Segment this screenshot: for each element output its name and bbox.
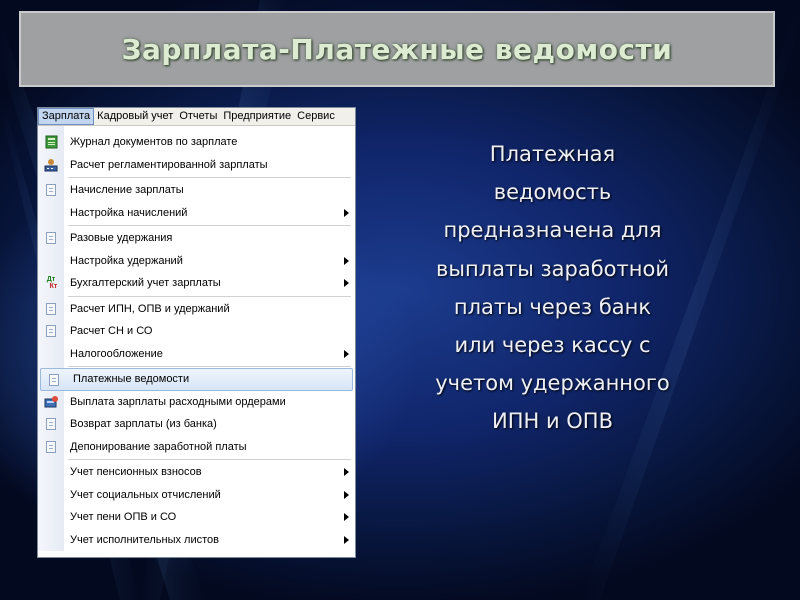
slide-description <box>395 135 710 441</box>
salary-dropdown-menu <box>38 126 355 551</box>
menu-item-label: Журнал документов по зарплате <box>70 136 238 149</box>
menu-item-label: Разовые удержания <box>70 232 173 245</box>
slide-title: Зарплата-Платежные ведомости <box>121 32 673 66</box>
submenu-arrow-icon <box>344 350 349 358</box>
menu-item[interactable] <box>38 272 355 295</box>
document-icon <box>44 324 58 338</box>
submenu-arrow-icon <box>344 209 349 217</box>
document-icon <box>44 417 58 431</box>
dt-kt-icon: Дт Кт <box>46 276 58 290</box>
menu-item[interactable] <box>38 413 355 436</box>
menu-item-label: Бухгалтерский учет зарплаты <box>70 277 221 290</box>
journal-icon <box>44 135 58 149</box>
menu-item-label: Депонирование заработной платы <box>70 440 247 453</box>
slide-title-box <box>19 11 775 87</box>
description-line: ведомость <box>493 180 612 205</box>
document-icon <box>44 440 58 454</box>
menu-item[interactable] <box>38 202 355 225</box>
document-icon <box>44 231 58 245</box>
menu-item[interactable] <box>38 506 355 529</box>
menu-item-selected[interactable] <box>40 368 353 391</box>
description-line: или через кассу с <box>454 333 651 358</box>
description-line: платы через банк <box>453 294 652 319</box>
menu-item[interactable] <box>38 179 355 202</box>
menu-item-label: Настройка удержаний <box>70 254 183 267</box>
menu-item-label: Учет исполнительных листов <box>70 533 219 546</box>
submenu-arrow-icon <box>344 279 349 287</box>
menu-item[interactable] <box>38 343 355 366</box>
menu-item[interactable] <box>38 227 355 250</box>
menu-item[interactable] <box>38 320 355 343</box>
cash-order-icon <box>44 395 58 409</box>
submenu-arrow-icon <box>344 536 349 544</box>
menu-item-label: Начисление зарплаты <box>70 184 184 197</box>
menu-item[interactable] <box>38 250 355 273</box>
menu-item-label: Платежные ведомости <box>73 373 190 386</box>
calculator-person-icon <box>44 158 58 172</box>
menubar <box>38 108 355 126</box>
menu-item[interactable] <box>38 484 355 507</box>
description-line: выплаты заработной <box>436 256 669 281</box>
menu-item-label: Налогообложение <box>70 347 163 360</box>
menu-item-label: Настройка начислений <box>70 206 188 219</box>
menu-item[interactable] <box>38 298 355 321</box>
menu-item[interactable] <box>38 529 355 552</box>
menu-item-label: Расчет СН и СО <box>70 325 153 338</box>
menu-item[interactable] <box>38 154 355 177</box>
document-icon <box>44 183 58 197</box>
description-line: ИПН и ОПВ <box>491 409 614 434</box>
menu-screenshot <box>37 107 356 558</box>
menu-item-label: Учет пенсионных взносов <box>70 466 202 479</box>
document-icon <box>44 302 58 316</box>
description-line: предназначена для <box>443 218 662 243</box>
menu-item[interactable] <box>38 131 355 154</box>
menubar-item-4[interactable]: Предприятие <box>223 110 292 122</box>
menu-item-label: Расчет ИПН, ОПВ и удержаний <box>70 302 230 315</box>
menubar-item-1[interactable]: Зарплата <box>38 108 94 125</box>
menu-item-label: Учет пени ОПВ и СО <box>70 511 177 524</box>
menu-item-label: Выплата зарплаты расходными ордерами <box>70 395 286 408</box>
menu-item-label: Возврат зарплаты (из банка) <box>70 418 217 431</box>
menu-item[interactable] <box>38 461 355 484</box>
submenu-arrow-icon <box>344 491 349 499</box>
menubar-item-5[interactable]: Сервис <box>297 110 335 122</box>
description-line: Платежная <box>489 142 616 166</box>
menubar-item-3[interactable]: Отчеты <box>179 110 218 122</box>
submenu-arrow-icon <box>344 468 349 476</box>
description-line: учетом удержанного <box>435 371 670 396</box>
menu-item[interactable] <box>38 436 355 459</box>
menu-item-label: Расчет регламентированной зарплаты <box>70 158 268 171</box>
submenu-arrow-icon <box>344 257 349 265</box>
menubar-item-2[interactable]: Кадровый учет <box>97 110 174 122</box>
submenu-arrow-icon <box>344 513 349 521</box>
document-icon <box>47 373 61 387</box>
menu-item-label: Учет социальных отчислений <box>70 488 221 501</box>
menu-item[interactable] <box>38 391 355 414</box>
